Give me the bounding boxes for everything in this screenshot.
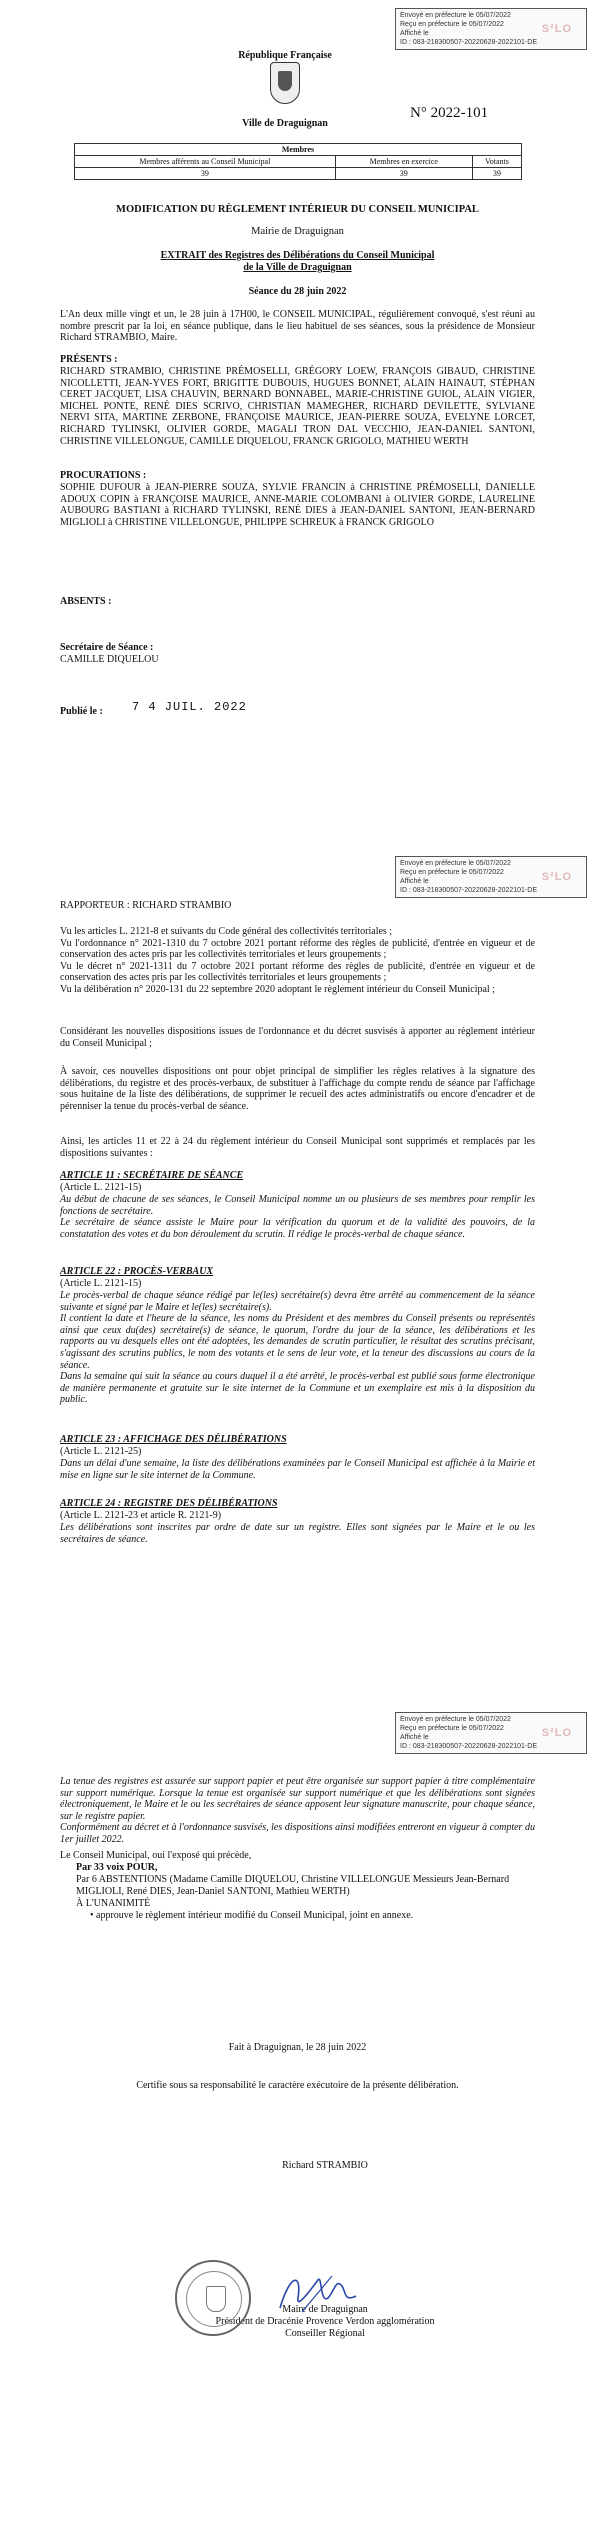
- certifie-line: Certifie sous sa responsabilité le caractère exécutoire de la présente délibération.: [136, 2080, 459, 2091]
- vu-paragraph: Vu les articles L. 2121-8 et suivants du Code général des collectivités territoriales ; Vu l'ordonnance n° 2021-1310 du 7 octobre 2021 portant réforme des règles de publicité, d'entrée en vigueur et de conservation des actes pris par les collectivités territoriales et leurs groupements ; Vu le décret n° 2021-1311 du 7 octobre 2021 portant réforme des règles de publicité, d'entrée en vigueur et de conservation des actes pris par les collectivités territoriales et leurs groupements ; Vu la délibération n° 2020-131 du 22 septembre 2020 adoptant le règlement intérieur du Conseil Municipal ;: [60, 926, 535, 995]
- rapporteur-line: RAPPORTEUR : RICHARD STRAMBIO: [60, 900, 232, 911]
- article-11-body: Au début de chacune de ses séances, le Conseil Municipal nomme un ou plusieurs de ses membres pour remplir les fonctions de secrétaire. Le secrétaire de séance assiste le Maire pour la vérification du quorum et de la validité des pouvoirs, de la constatation des votes et du bon déroulement du scrutin. Il rédige le procès-verbal de chaque séance.: [60, 1194, 535, 1240]
- signature-icon: [272, 2268, 362, 2318]
- article-23-body: Dans un délai d'une semaine, la liste des délibérations examinées par le Conseil Municipal est affichée à la Mairie et mise en ligne sur le site internet de la Commune.: [60, 1458, 535, 1481]
- prefecture-stamp: [395, 1712, 587, 1754]
- stamp-line: Reçu en préfecture le 05/07/2022: [400, 21, 504, 28]
- publie-label: Publié le :: [60, 706, 103, 717]
- signer-role-2: Président de Dracénie Provence Verdon agglomération: [215, 2316, 435, 2327]
- intro-paragraph: L'An deux mille vingt et un, le 28 juin à 17H00, le CONSEIL MUNICIPAL, régulièrement convoqué, s'est réuni au nombre prescrit par la loi, en séance publique, dans le lieu habituel de ses séances, sous la présidence de Monsieur Richard STRAMBIO, Maire.: [60, 309, 535, 344]
- publie-date-stamp: 7 4 JUIL. 2022: [132, 700, 247, 714]
- members-table: [74, 143, 522, 180]
- main-title: MODIFICATION DU RÈGLEMENT INTÉRIEUR DU CONSEIL MUNICIPAL: [116, 204, 479, 215]
- members-value: 39: [335, 168, 472, 180]
- stamp-watermark: S²LO: [541, 1727, 572, 1739]
- vote-abstentions: Par 6 ABSTENTIONS (Madame Camille DIQUELOU, Christine VILLELONGUE Messieurs Jean-Bernard MIGLIOLI, René DIES, Jean-Daniel SANTONI, Mathieu WERTH): [76, 1874, 510, 1897]
- extrait-line-2: de la Ville de Draguignan: [243, 262, 352, 273]
- extrait-line-1: EXTRAIT des Registres des Délibérations du Conseil Municipal: [160, 250, 435, 261]
- stamp-line: Affiché le: [400, 1734, 429, 1741]
- article-22-title: ARTICLE 22 : PROCÈS-VERBAUX: [60, 1266, 214, 1277]
- members-value: 39: [472, 168, 521, 180]
- deliberation-number: N° 2022-101: [410, 105, 489, 121]
- article-22-ref: (Article L. 2121-15): [60, 1278, 142, 1289]
- article-23-ref: (Article L. 2121-25): [60, 1446, 142, 1457]
- stamp-line: Reçu en préfecture le 05/07/2022: [400, 1725, 504, 1732]
- secretaire-name: CAMILLE DIQUELOU: [60, 654, 159, 665]
- members-header: Membres afférents au Conseil Municipal: [75, 156, 336, 168]
- stamp-watermark: S²LO: [541, 871, 572, 883]
- stamp-line: Affiché le: [400, 30, 429, 37]
- ainsi-paragraph: Ainsi, les articles 11 et 22 à 24 du règlement intérieur du Conseil Municipal sont supprimés et remplacés par les dispositions suivantes :: [60, 1136, 535, 1159]
- page-3: [0, 1680, 595, 2536]
- savoir-paragraph: À savoir, ces nouvelles dispositions ont pour objet principal de simplifier les règles relatives à la signature des délibérations, du registre et des procès-verbaux, de substituer à l'affichage du compte rendu de séance par l'affichage sous huitaine de la liste des délibérations, de supprimer le recueil des actes administratifs ou encore d'encadrer et de pérenniser la tenue du procès-verbal de séance.: [60, 1066, 535, 1112]
- article-24-ref: (Article L. 2121-23 et article R. 2121-9): [60, 1510, 222, 1521]
- city-crest-icon: [270, 62, 300, 104]
- fait-line: Fait à Draguignan, le 28 juin 2022: [228, 2042, 367, 2053]
- members-value: 39: [75, 168, 336, 180]
- stamp-line: Envoyé en préfecture le 05/07/2022: [400, 860, 511, 867]
- mairie-label: Mairie de Draguignan: [251, 226, 344, 237]
- article-22-body: Le procès-verbal de chaque séance rédigé par le(les) secrétaire(s) devra être arrêté au commencement de la séance suivante et signé par le Maire et le(les) secrétaire(s). Il contient la date et l'heure de la séance, les noms du Président et des membres du Conseil présents ou représentés ainsi que ceux du(des) secrétaire(s) de séance, le quorum, l'ordre du jour de la séance, les délibérations et les rapports au vu desquels elles ont été adoptées, les demandes de scrutin particulier, le résultat des scrutins précisant, s'agissant des scrutins publics, le nom des votants et le sens de leur vote, et la teneur des discussions au cours de la séance. Dans la semaine qui suit la séance au cours duquel il a été arrêté, le procès-verbal est publié sous forme électronique de manière permanente et gratuite sur le site internet de la Commune et un exemplaire est mis à la disposition du public.: [60, 1290, 535, 1406]
- members-header: Votants: [472, 156, 521, 168]
- members-table-title: Membres: [75, 144, 522, 156]
- article-11-title: ARTICLE 11 : SECRÉTAIRE DE SÉANCE: [60, 1170, 244, 1181]
- considerant-paragraph: Considérant les nouvelles dispositions issues de l'ordonnance et du décret susvisés à apporter au règlement intérieur du Conseil Municipal ;: [60, 1026, 535, 1049]
- presents-title: PRÉSENTS :: [60, 354, 118, 365]
- conseil-line: Le Conseil Municipal, oui l'exposé qui précède,: [60, 1850, 252, 1861]
- stamp-watermark: S²LO: [541, 23, 572, 35]
- article-23-title: ARTICLE 23 : AFFICHAGE DES DÉLIBÉRATIONS: [60, 1434, 287, 1445]
- approuve-line: • approuve le règlement intérieur modifié du Conseil Municipal, joint en annexe.: [90, 1910, 414, 1921]
- approuve-text: approuve le règlement intérieur modifié du Conseil Municipal, joint en annexe.: [96, 1910, 414, 1921]
- stamp-line: Envoyé en préfecture le 05/07/2022: [400, 12, 511, 19]
- vote-pour: Par 33 voix POUR,: [76, 1862, 158, 1873]
- signer-role-3: Conseiller Régional: [285, 2328, 365, 2339]
- procurations-title: PROCURATIONS :: [60, 470, 147, 481]
- stamp-line: ID : 083-218300507-20220628-2022101-DE: [400, 887, 537, 894]
- unanimite-line: À L'UNANIMITÉ: [76, 1898, 151, 1909]
- article-11-ref: (Article L. 2121-15): [60, 1182, 142, 1193]
- seance-date: Séance du 28 juin 2022: [248, 286, 347, 297]
- city-label: Ville de Draguignan: [242, 118, 328, 129]
- stamp-line: ID : 083-218300507-20220628-2022101-DE: [400, 39, 537, 46]
- article-24-title: ARTICLE 24 : REGISTRE DES DÉLIBÉRATIONS: [60, 1498, 278, 1509]
- absents-title: ABSENTS :: [60, 596, 112, 607]
- tenue-paragraph: La tenue des registres est assurée sur support papier et peut être organisée sur support papier à titre complémentaire sur support numérique. Lorsque la tenue est organisée sur support numérique et que les délibérations sont signées électroniquement, le Maire et le ou les secrétaires de séance apposent leur signature manuscrite, pour chaque séance, sur le registre papier. Conformément au décret et à l'ordonnance susvisés, les dispositions ainsi modifiées entreront en vigueur à compter du 1er juillet 2022.: [60, 1776, 535, 1845]
- stamp-line: Envoyé en préfecture le 05/07/2022: [400, 1716, 511, 1723]
- secretaire-title: Secrétaire de Séance :: [60, 642, 154, 653]
- page-2: [0, 830, 595, 1680]
- prefecture-stamp: [395, 8, 587, 50]
- article-24-body: Les délibérations sont inscrites par ordre de date sur un registre. Elles sont signées par le Maire et le ou les secrétaires de séance.: [60, 1522, 535, 1545]
- prefecture-stamp: [395, 856, 587, 898]
- signer-role-1: Maire de Draguignan: [282, 2304, 368, 2315]
- presents-list: RICHARD STRAMBIO, CHRISTINE PRÉMOSELLI, GRÉGORY LOEW, FRANÇOIS GIBAUD, CHRISTINE NICOLLETTI, JEAN-YVES FORT, BRIGITTE DUBOUIS, HUGUES BONNET, ALAIN HAINAUT, STÉPHAN CERET JACQUET, LISA CHAUVIN, BERNARD BONNABEL, MARIE-CHRISTINE GUIOL, ALAIN VIGIER, MICHEL PONTE, RENÉ DIES SCRIVO, CHRISTIAN MAMEGHER, RICHARD DEVILETTE, SYLVIANE NERVI SITA, MARTINE ZERBONE, FRANÇOISE MAURICE, JEAN-PIERRE SOUZA, EVELYNE LORCET, RICHARD TYLINSKI, OLIVIER GORDE, MAGALI TRON DAL VECCHIO, JEAN-DANIEL SANTONI, CHRISTINE VILLELONGUE, CAMILLE DIQUELOU, FRANCK GRIGOLO, MATHIEU WERTH: [60, 366, 535, 447]
- members-header: Membres en exercice: [335, 156, 472, 168]
- page-1: [0, 0, 595, 830]
- republic-label: République Française: [238, 50, 332, 61]
- signer-name: Richard STRAMBIO: [282, 2160, 368, 2171]
- stamp-line: Affiché le: [400, 878, 429, 885]
- procurations-list: SOPHIE DUFOUR à JEAN-PIERRE SOUZA, SYLVIE FRANCIN à CHRISTINE PRÉMOSELLI, DANIELLE ADOUX COPIN à FRANÇOISE MAURICE, ANNE-MARIE COLOMBANI à OLIVIER GORDE, LAURELINE AUBOURG BASTIANI à RICHARD TYLINSKI, RENÉ DIES à JEAN-DANIEL SANTONI, JEAN-BERNARD MIGLIOLI à CHRISTINE VILLELONGUE, PHILIPPE SCHREUK à FRANCK GRIGOLO: [60, 482, 535, 528]
- stamp-line: ID : 083-218300507-20220628-2022101-DE: [400, 1743, 537, 1750]
- official-seal-icon: [175, 2260, 251, 2336]
- stamp-line: Reçu en préfecture le 05/07/2022: [400, 869, 504, 876]
